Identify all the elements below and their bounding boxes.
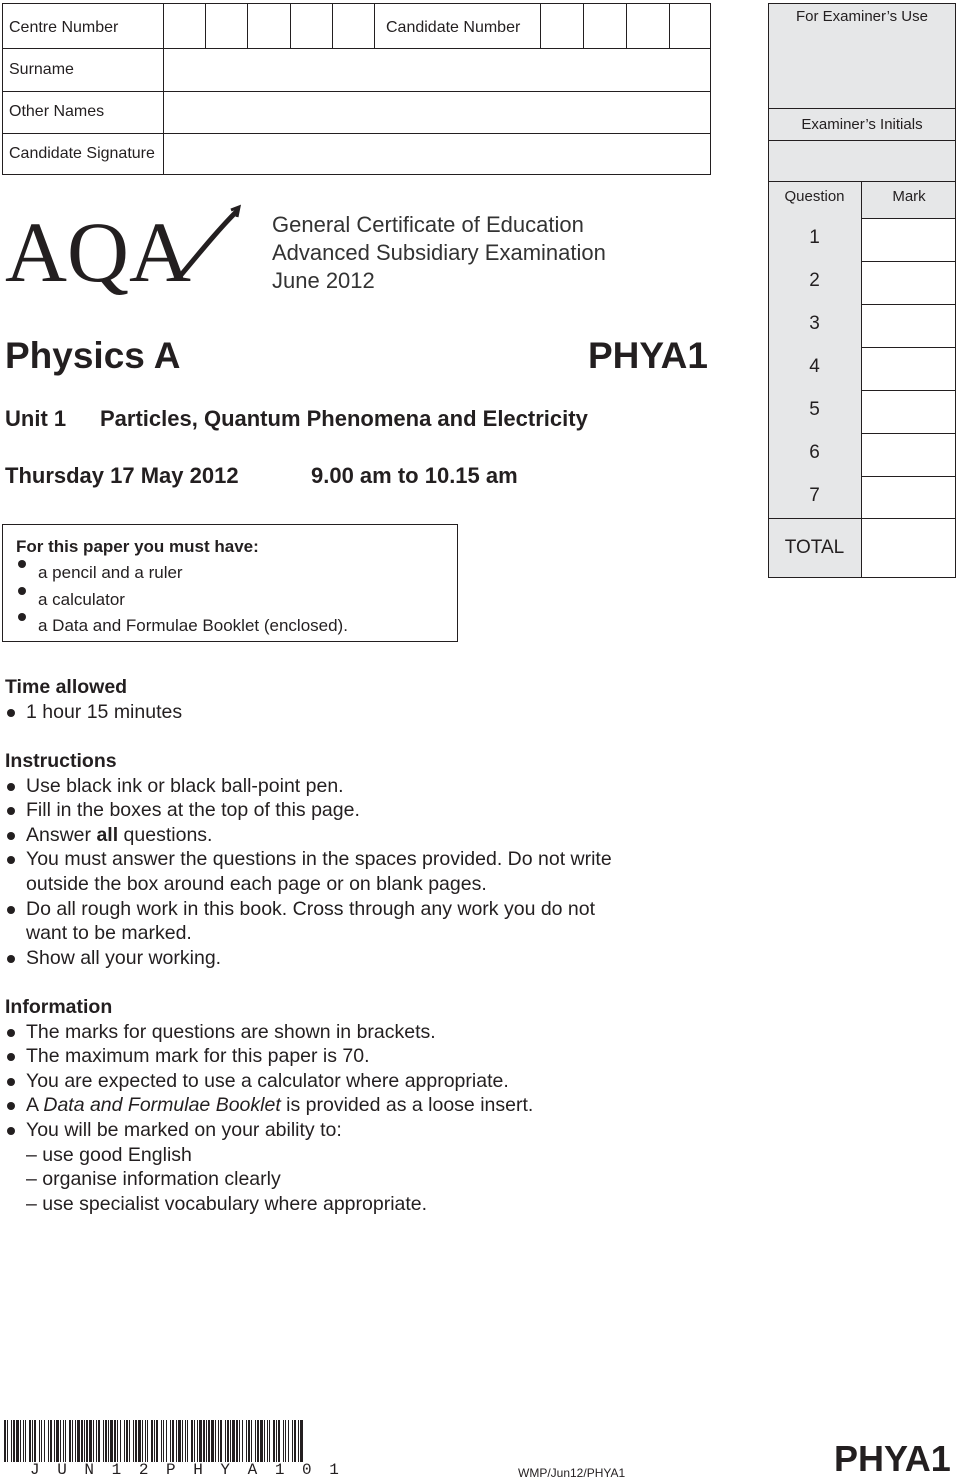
mark-header: Mark (892, 188, 926, 205)
candidate-signature-field[interactable] (164, 134, 710, 174)
information-heading: Information (5, 996, 113, 1018)
mark-cell[interactable] (862, 218, 955, 518)
list-item: a calculator (16, 587, 457, 614)
barcode-bars (4, 1420, 304, 1462)
list-item: You must answer the questions in the spaces provided. Do not write outside the box around each page or on blank pages. (5, 847, 725, 896)
list-item: The marks for questions are shown in brackets. (5, 1020, 725, 1045)
paper-code: PHYA1 (588, 335, 708, 376)
exam-session: June 2012 (272, 268, 375, 293)
question-number: 2 (809, 270, 820, 291)
barcode-text: J U N 1 2 P H Y A 1 0 1 (30, 1461, 343, 1479)
question-number: 4 (809, 356, 820, 377)
surname-label: Surname (9, 61, 74, 78)
instructions-heading: Instructions (5, 750, 117, 772)
list-item: Fill in the boxes at the top of this page. (5, 798, 725, 823)
question-number: 3 (809, 313, 820, 334)
list-item: Do all rough work in this book. Cross through any work you do not want to be marked. (5, 897, 725, 946)
list-item: 1 hour 15 minutes (5, 700, 725, 725)
list-item: The maximum mark for this paper is 70. (5, 1044, 725, 1069)
total-label: TOTAL (784, 537, 845, 558)
aqa-logo (5, 203, 250, 298)
aqa-logo-graphic (5, 203, 250, 298)
sub-list-item: – organise information clearly (5, 1167, 725, 1192)
question-number: 1 (809, 227, 820, 248)
candidate-number-field[interactable] (541, 4, 710, 48)
time-allowed-section (5, 675, 725, 724)
candidate-number-label: Candidate Number (386, 19, 521, 36)
question-number: 6 (809, 442, 820, 463)
surname-field[interactable] (164, 49, 710, 91)
list-item: You will be marked on your ability to: (5, 1118, 725, 1143)
unit-title: Particles, Quantum Phenomena and Electricity (100, 406, 588, 431)
svg-text:AQA: AQA (5, 204, 191, 298)
list-item: Answer all questions. (5, 823, 725, 848)
requirements-list (16, 560, 457, 640)
instructions-section (5, 749, 725, 970)
qualification-line-2: Advanced Subsidiary Examination (272, 240, 606, 265)
qualification-line-1: General Certificate of Education (272, 212, 584, 237)
centre-number-field[interactable] (164, 4, 374, 48)
list-item: Show all your working. (5, 946, 725, 971)
question-number: 7 (809, 485, 820, 506)
paper-reference: WMP/Jun12/PHYA1 (518, 1466, 626, 1480)
question-number: 5 (809, 399, 820, 420)
requirements-box (2, 524, 458, 642)
requirements-heading: For this paper you must have: (16, 537, 259, 556)
examiner-initials-field[interactable] (769, 141, 955, 181)
list-item: Use black ink or black ball-point pen. (5, 774, 725, 799)
barcode (4, 1420, 304, 1462)
exam-date: Thursday 17 May 2012 (5, 463, 239, 488)
time-allowed-heading: Time allowed (5, 676, 128, 698)
centre-number-label: Centre Number (9, 19, 119, 36)
other-names-label: Other Names (9, 103, 105, 120)
candidate-signature-label: Candidate Signature (9, 145, 155, 162)
total-mark-cell[interactable] (862, 519, 955, 577)
list-item: A Data and Formulae Booklet is provided as a loose insert. (5, 1093, 725, 1118)
unit-label: Unit 1 (5, 406, 67, 431)
footer-paper-code: PHYA1 (834, 1438, 951, 1479)
exam-time: 9.00 am to 10.15 am (311, 463, 518, 488)
subject-title: Physics A (5, 335, 181, 376)
list-item: a Data and Formulae Booklet (enclosed). (16, 613, 457, 640)
sub-list-item: – use good English (5, 1143, 725, 1168)
other-names-field[interactable] (164, 92, 710, 133)
examiner-initials-label: Examiner’s Initials (801, 116, 923, 133)
list-item: a pencil and a ruler (16, 560, 457, 587)
question-header: Question (784, 188, 845, 205)
examiner-use-title: For Examiner’s Use (796, 8, 928, 25)
information-section (5, 995, 725, 1216)
sub-list-item: – use specialist vocabulary where appropriate. (5, 1192, 725, 1217)
list-item: You are expected to use a calculator where appropriate. (5, 1069, 725, 1094)
